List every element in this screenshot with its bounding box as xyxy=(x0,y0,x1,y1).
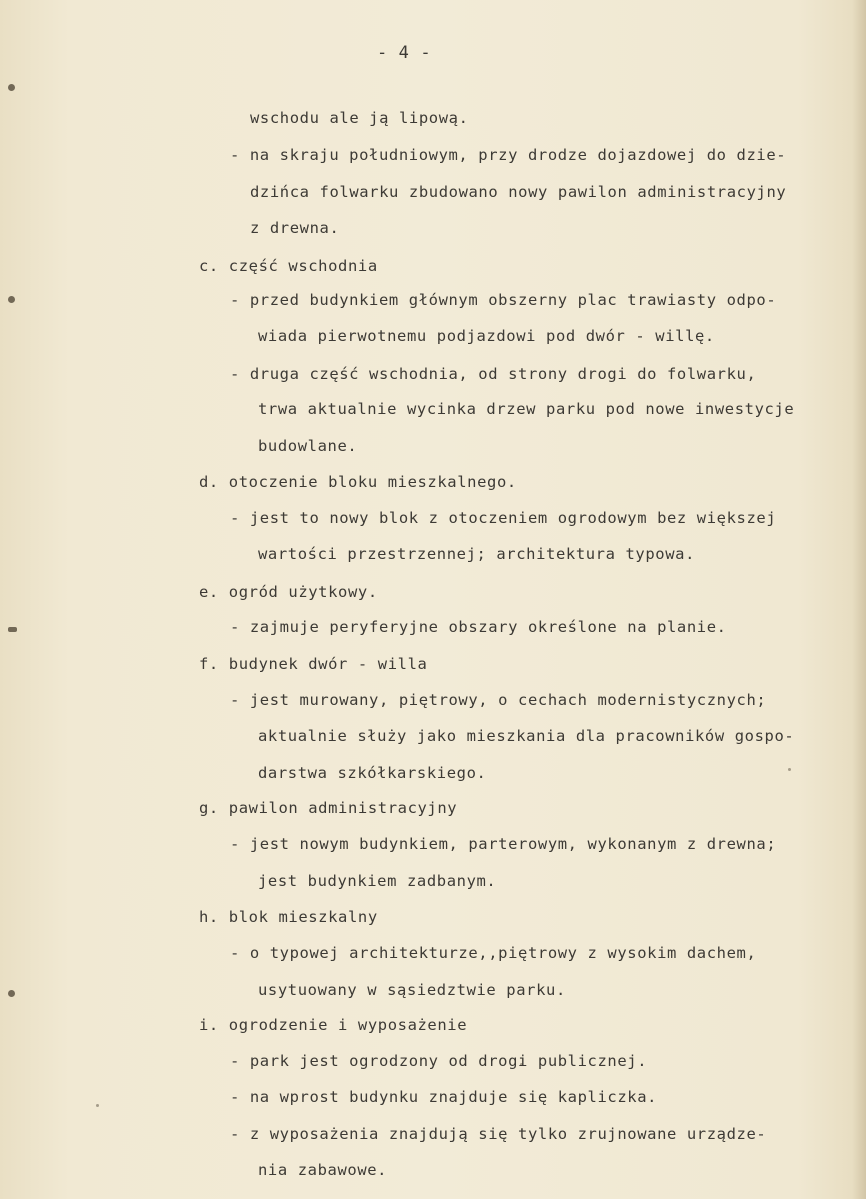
text-line: wiada pierwotnemu podjazdowi pod dwór - willę. xyxy=(258,327,715,345)
binding-mark xyxy=(8,627,17,632)
text-line: wschodu ale ją lipową. xyxy=(250,109,469,127)
text-line: - jest to nowy blok z otoczeniem ogrodowym bez większej xyxy=(230,509,777,527)
text-line: budowlane. xyxy=(258,437,358,455)
text-line: wartości przestrzennej; architektura typowa. xyxy=(258,545,695,563)
text-line: - park jest ogrodzony od drogi publicznej. xyxy=(230,1052,648,1070)
text-line: - zajmuje peryferyjne obszary określone na planie. xyxy=(230,618,727,636)
text-line: aktualnie służy jako mieszkania dla pracowników gospo- xyxy=(258,727,795,745)
section-heading-e: e. ogród użytkowy. xyxy=(199,583,378,601)
section-heading-c: c. część wschodnia xyxy=(199,257,378,275)
binding-mark xyxy=(8,84,15,91)
text-line: trwa aktualnie wycinka drzew parku pod nowe inwestycje xyxy=(258,400,795,418)
section-heading-g: g. pawilon administracyjny xyxy=(199,799,458,817)
text-line: z drewna. xyxy=(250,219,340,237)
text-line: - na skraju południowym, przy drodze dojazdowej do dzie- xyxy=(230,146,787,164)
section-heading-i: i. ogrodzenie i wyposażenie xyxy=(199,1016,468,1034)
binding-mark xyxy=(8,990,15,997)
page-edge-shadow xyxy=(852,0,866,1199)
section-heading-h: h. blok mieszkalny xyxy=(199,908,378,926)
binding-mark xyxy=(8,296,15,303)
text-line: - na wprost budynku znajduje się kapliczka. xyxy=(230,1088,658,1106)
text-line: dzińca folwarku zbudowano nowy pawilon administracyjny xyxy=(250,183,787,201)
text-line: - przed budynkiem głównym obszerny plac trawiasty odpo- xyxy=(230,291,777,309)
text-line: usytuowany w sąsiedztwie parku. xyxy=(258,981,566,999)
page-number: - 4 - xyxy=(377,43,432,63)
text-line: - jest murowany, piętrowy, o cechach modernistycznych; xyxy=(230,691,767,709)
text-line: - o typowej architekturze,,piętrowy z wysokim dachem, xyxy=(230,944,757,962)
text-line: - jest nowym budynkiem, parterowym, wykonanym z drewna; xyxy=(230,835,777,853)
text-line: nia zabawowe. xyxy=(258,1161,388,1179)
section-heading-f: f. budynek dwór - willa xyxy=(199,655,428,673)
text-line: - z wyposażenia znajdują się tylko zrujnowane urządze- xyxy=(230,1125,767,1143)
text-line: darstwa szkółkarskiego. xyxy=(258,764,487,782)
text-line: - druga część wschodnia, od strony drogi do folwarku, xyxy=(230,365,757,383)
text-line: jest budynkiem zadbanym. xyxy=(258,872,497,890)
paper-speck xyxy=(96,1104,99,1107)
paper-speck xyxy=(788,768,791,771)
section-heading-d: d. otoczenie bloku mieszkalnego. xyxy=(199,473,517,491)
